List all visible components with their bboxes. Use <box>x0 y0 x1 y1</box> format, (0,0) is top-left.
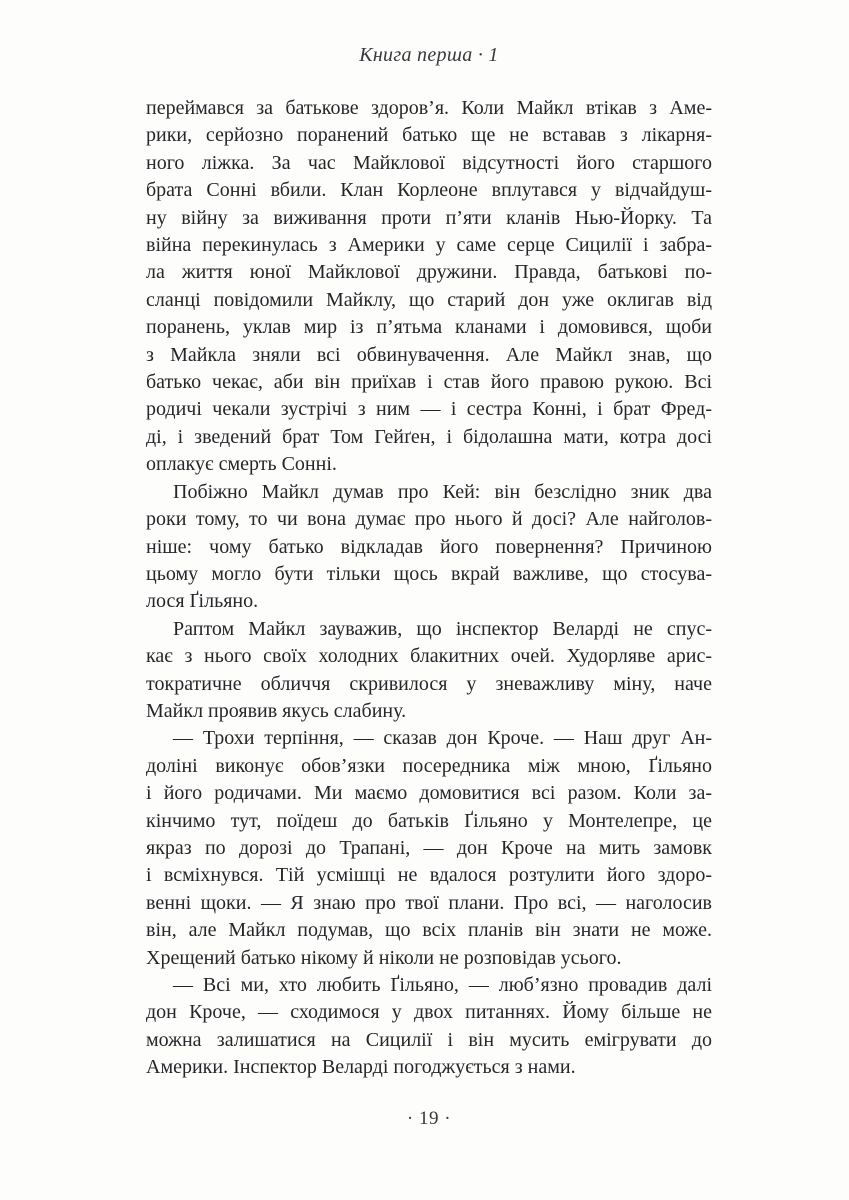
text-line: батько чекає, аби він приїхав і став його правою рукою. Всі <box>146 371 712 394</box>
page-number: · 19 · <box>406 1108 452 1129</box>
text-line: Побіжно Майкл думав про Кей: він безслідно зник два <box>173 480 712 503</box>
paragraph <box>146 725 712 972</box>
text-line: ного ліжка. За час Майклової відсутності його старшого <box>146 151 712 174</box>
text-line: роки тому, то чи вона думає про нього й досі? Але найголов- <box>146 508 712 531</box>
paragraph <box>146 479 712 616</box>
text-line: брата Сонні вбили. Клан Корлеоне вплутався у відчайдуш- <box>146 179 712 202</box>
text-line: цьому могло бути тільки щось вкрай важливе, що стосува- <box>146 562 712 585</box>
text-line: ді, і зведений брат Том Гейґен, і бідолашна мати, котра досі <box>146 425 712 448</box>
text-line: — Всі ми, хто любить Ґільяно, — люб’язно провадив далі <box>173 974 712 996</box>
text-line: дон Кроче, — сходимося у двох питаннях. Йому більше не <box>146 1001 712 1024</box>
text-line: Хрещений батько нікому й ніколи не розповідав усього. <box>146 946 622 969</box>
paragraph <box>146 95 712 479</box>
text-line: родичі чекали зустрічі з ним — і сестра Конні, і брат Фред- <box>146 398 712 421</box>
paragraph <box>146 972 712 1082</box>
text-line: і всміхнувся. Тій усмішці не вдалося розтулити його здоро- <box>146 864 712 887</box>
text-line: тократичне обличчя скривилося у зневажливу міну, наче <box>146 672 712 695</box>
text-line: кає з нього своїх холодних блакитних очей. Худорляве арис- <box>146 645 712 668</box>
text-line: оплакує смерть Сонні. <box>146 453 337 476</box>
text-line: Майкл проявив якусь слабину. <box>146 699 407 722</box>
text-line: війна перекинулась з Америки у саме серце Сицилії і забра- <box>146 234 712 257</box>
text-line: переймався за батькове здоров’я. Коли Майкл втікав з Аме- <box>146 97 712 119</box>
text-line: він, але Майкл подумав, що всіх планів він знати не може. <box>146 919 712 942</box>
text-line: поранень, уклав мир із п’ятьма кланами і домовився, щоби <box>146 316 712 339</box>
text-line: можна залишатися на Сицилії і він мусить емігрувати до <box>146 1028 712 1051</box>
paragraph <box>146 616 712 726</box>
text-line: ну війну за виживання проти п’яти кланів Нью-Йорку. Та <box>146 206 712 229</box>
text-line: ла життя юної Майклової дружини. Правда, батькові по- <box>146 261 712 284</box>
text-line: якраз по дорозі до Трапані, — дон Кроче на мить замовк <box>146 836 712 859</box>
page-body <box>146 95 712 1082</box>
text-line: лося Ґільяно. <box>146 590 259 613</box>
text-line: венні щоки. — Я знаю про твої плани. Про всі, — наголосив <box>146 891 712 914</box>
text-line: Раптом Майкл зауважив, що інспектор Веларді не спус- <box>173 617 712 640</box>
text-line: Америки. Інспектор Веларді погоджується з нами. <box>146 1056 576 1079</box>
text-line: ніше: чому батько відкладав його повернення? Причиною <box>146 535 712 558</box>
text-line: кінчимо тут, поїдеш до батьків Ґільяно у Монтелепре, це <box>146 809 712 832</box>
text-line: доліні виконує обов’язки посередника між мною, Ґільяно <box>146 754 712 777</box>
text-line: сланці повідомили Майклу, що старий дон уже оклигав від <box>146 288 712 311</box>
text-line: — Трохи терпіння, — сказав дон Кроче. — Наш друг Ан- <box>173 727 712 750</box>
text-line: і його родичами. Ми маємо домовитися всі разом. Коли за- <box>146 782 712 805</box>
text-line: рики, серйозно поранений батько ще не вставав з лікарня- <box>146 124 712 147</box>
text-line: з Майкла зняли всі обвинувачення. Але Майкл знав, що <box>146 343 712 366</box>
running-head: Книга перша · 1 <box>359 44 499 66</box>
